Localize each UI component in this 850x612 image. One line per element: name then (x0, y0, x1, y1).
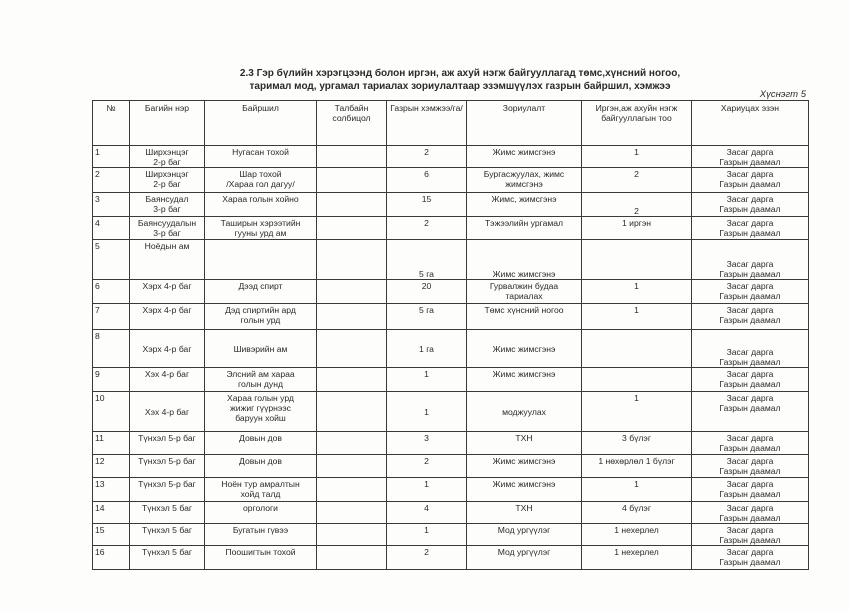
cell-coordinates (317, 478, 387, 502)
cell-purpose (467, 432, 582, 455)
cell-coordinates (317, 193, 387, 217)
cell-entity-count (582, 432, 692, 455)
cell-line: 3-р баг (153, 228, 181, 238)
cell-line: 1 иргэн (621, 218, 651, 228)
cell-number (93, 240, 130, 280)
cell-location (205, 217, 317, 240)
cell-bag-name (130, 368, 205, 392)
cell-area (387, 193, 467, 217)
cell-line: 2 (95, 169, 100, 179)
cell-area (387, 146, 467, 168)
cell-coordinates (317, 304, 387, 330)
cell-area (387, 240, 467, 280)
cell-line: 3 бүлэг (622, 433, 651, 443)
cell-purpose (467, 455, 582, 478)
cell-line: гууны урд ам (234, 228, 287, 238)
cell-location (205, 502, 317, 524)
cell-line: Мод ургүүлэг (497, 547, 551, 557)
col-responsible-header: Хариуцах эзэн (692, 101, 809, 146)
cell-line: Газрын даамал (719, 269, 781, 279)
cell-line: оргологи (243, 503, 278, 513)
cell-line: 2 (634, 169, 639, 179)
cell-line: Хэрх 4-р баг (142, 281, 192, 291)
cell-location (205, 455, 317, 478)
cell-line: Төмс хүнсний ногоо (484, 305, 564, 315)
cell-line: Дэд спиртийн ард (225, 305, 296, 315)
cell-line: жимсгэнэ (505, 179, 543, 189)
cell-line: Хэрх 4-р баг (142, 305, 192, 315)
cell-entity-count (582, 478, 692, 502)
cell-line: Засаг дарга (726, 503, 774, 513)
cell-line: 2 (424, 147, 429, 157)
cell-line: 1 (424, 479, 429, 489)
cell-location (205, 280, 317, 304)
cell-area (387, 524, 467, 546)
cell-purpose (467, 392, 582, 432)
cell-line: 1 нехерлел (614, 547, 659, 557)
cell-line: 1 (634, 305, 639, 315)
cell-line: 3 (424, 433, 429, 443)
cell-coordinates (317, 280, 387, 304)
table-row (93, 280, 809, 304)
cell-number (93, 478, 130, 502)
cell-line: ТХН (515, 433, 533, 443)
cell-line: 15 (95, 525, 105, 535)
cell-line: Газрын даамал (719, 179, 781, 189)
cell-location (205, 168, 317, 193)
cell-bag-name (130, 146, 205, 168)
cell-line: /Хараа гол дагуу/ (226, 179, 295, 189)
cell-coordinates (317, 432, 387, 455)
document-title (200, 68, 720, 93)
cell-responsible (692, 392, 809, 432)
cell-responsible (692, 280, 809, 304)
cell-line: 11 (95, 433, 104, 443)
table-header-row (93, 101, 809, 146)
cell-entity-count (582, 455, 692, 478)
cell-bag-name (130, 432, 205, 455)
cell-line: Шивэрийн ам (233, 344, 288, 354)
cell-location (205, 330, 317, 368)
table-row (93, 432, 809, 455)
cell-bag-name (130, 193, 205, 217)
cell-entity-count (582, 368, 692, 392)
cell-line: Түнхэл 5 баг (142, 525, 192, 535)
cell-area (387, 368, 467, 392)
cell-line: Хараа голын хойно (222, 194, 299, 204)
cell-line: 2 (634, 206, 639, 216)
cell-line: 4 бүлэг (622, 503, 651, 513)
cell-line: Газрын даамал (719, 513, 781, 523)
cell-location (205, 368, 317, 392)
cell-number (93, 524, 130, 546)
cell-line: 16 (95, 547, 105, 557)
cell-line: Газрын даамал (719, 403, 781, 413)
cell-purpose (467, 146, 582, 168)
cell-location (205, 478, 317, 502)
cell-number (93, 502, 130, 524)
cell-area (387, 392, 467, 432)
cell-area (387, 217, 467, 240)
cell-line: Газрын даамал (719, 157, 781, 167)
cell-line: Газрын даамал (719, 315, 781, 325)
cell-line: Засаг дарга (726, 525, 774, 535)
cell-bag-name (130, 168, 205, 193)
cell-responsible (692, 524, 809, 546)
cell-number (93, 368, 130, 392)
cell-line: Жимс жимсгэнэ (492, 269, 556, 279)
cell-responsible (692, 455, 809, 478)
cell-line: Түнхэл 5 баг (142, 503, 192, 513)
cell-line: Ноён тур амралтын (221, 479, 300, 489)
cell-line: Мод ургүүлэг (497, 525, 551, 535)
cell-line: 2 (424, 547, 429, 557)
cell-line: Таширын хэрээтийн (220, 218, 301, 228)
cell-coordinates (317, 524, 387, 546)
cell-coordinates (317, 217, 387, 240)
cell-area (387, 502, 467, 524)
cell-number (93, 280, 130, 304)
cell-line: Хэрх 4-р баг (142, 344, 192, 354)
cell-line: Засаг дарга (726, 281, 774, 291)
cell-line: Гурвалжин будаа (489, 281, 559, 291)
cell-coordinates (317, 546, 387, 570)
cell-line: 7 (95, 305, 100, 315)
cell-line: 2-р баг (153, 179, 181, 189)
cell-responsible (692, 217, 809, 240)
cell-line: жижиг гүүрнээс (230, 403, 291, 413)
cell-line: Газрын даамал (719, 557, 781, 567)
cell-line: хойд талд (240, 489, 281, 499)
cell-location (205, 304, 317, 330)
cell-area (387, 546, 467, 570)
cell-line: Ноёдын ам (144, 241, 190, 251)
cell-line: 1 (634, 147, 639, 157)
cell-line: 2 (424, 218, 429, 228)
cell-responsible (692, 432, 809, 455)
cell-number (93, 304, 130, 330)
title-line-2: таримал мод, ургамал тариалах зориулалтаар эзэмшүүлэх газрын байршил, хэмжээ (249, 80, 671, 92)
cell-bag-name (130, 217, 205, 240)
table-row (93, 502, 809, 524)
cell-line: Засаг дарга (726, 305, 774, 315)
cell-responsible (692, 168, 809, 193)
cell-line: Газрын даамал (719, 357, 781, 367)
col-location-header: Байршил (205, 101, 317, 146)
cell-line: Засаг дарга (726, 347, 774, 357)
cell-line: 9 (95, 369, 100, 379)
cell-bag-name (130, 280, 205, 304)
cell-entity-count (582, 546, 692, 570)
cell-line: Засаг дарга (726, 194, 774, 204)
cell-line: 20 (421, 281, 432, 291)
cell-line: Засаг дарга (726, 433, 774, 443)
cell-line: Жимс жимсгэнэ (492, 479, 556, 489)
cell-line: 1 (424, 369, 429, 379)
cell-line: 10 (95, 393, 105, 403)
cell-line: Засаг дарга (726, 259, 774, 269)
cell-bag-name (130, 455, 205, 478)
cell-coordinates (317, 168, 387, 193)
cell-line: Довын дов (239, 433, 282, 443)
cell-line: Газрын даамал (719, 228, 781, 238)
cell-location (205, 240, 317, 280)
cell-line: 2-р баг (153, 157, 181, 167)
cell-line: моджуулах (502, 407, 546, 417)
cell-line: Засаг дарга (726, 479, 774, 489)
cell-line: 1 (424, 525, 429, 535)
cell-coordinates (317, 455, 387, 478)
cell-coordinates (317, 146, 387, 168)
cell-entity-count (582, 392, 692, 432)
cell-line: Засаг дарга (726, 218, 774, 228)
cell-line: Ширхэнцэг (145, 169, 189, 179)
table-row (93, 146, 809, 168)
table-row (93, 546, 809, 570)
cell-coordinates (317, 368, 387, 392)
cell-purpose (467, 217, 582, 240)
cell-area (387, 280, 467, 304)
cell-line: Хэх 4-р баг (144, 369, 190, 379)
cell-location (205, 392, 317, 432)
cell-purpose (467, 168, 582, 193)
table-row (93, 217, 809, 240)
cell-line: 15 (421, 194, 432, 204)
cell-line: 1 (634, 479, 639, 489)
cell-responsible (692, 502, 809, 524)
table-row (93, 168, 809, 193)
cell-bag-name (130, 546, 205, 570)
cell-line: Шар тохой (239, 169, 282, 179)
cell-line: Түнхэл 5-р баг (138, 433, 196, 443)
cell-line: 5 (95, 241, 100, 251)
cell-coordinates (317, 502, 387, 524)
cell-entity-count (582, 304, 692, 330)
cell-entity-count (582, 146, 692, 168)
cell-line: Засаг дарга (726, 369, 774, 379)
cell-purpose (467, 304, 582, 330)
cell-area (387, 304, 467, 330)
cell-line: Дээд спирт (238, 281, 283, 291)
cell-location (205, 546, 317, 570)
cell-line: Жимс жимсгэнэ (492, 369, 556, 379)
cell-line: 4 (424, 503, 429, 513)
cell-bag-name (130, 330, 205, 368)
cell-line: 1 (634, 393, 639, 403)
cell-line: 5 га (419, 305, 434, 315)
cell-entity-count (582, 193, 692, 217)
cell-entity-count (582, 280, 692, 304)
cell-location (205, 193, 317, 217)
cell-line: Засаг дарга (726, 393, 774, 403)
cell-line: 1 (634, 281, 639, 291)
cell-line: 2 (424, 456, 429, 466)
table-row (93, 392, 809, 432)
table-row (93, 524, 809, 546)
cell-responsible (692, 330, 809, 368)
col-area-header: Газрын хэмжээ/га/ (387, 101, 467, 146)
cell-entity-count (582, 217, 692, 240)
cell-responsible (692, 193, 809, 217)
cell-line: Баянсудал (145, 194, 189, 204)
cell-bag-name (130, 240, 205, 280)
table-row (93, 368, 809, 392)
cell-line: голын урд (240, 315, 281, 325)
cell-line: Жимс жимсгэнэ (492, 147, 556, 157)
col-entity-count-header: Иргэн,аж ахуйн нэгж байгууллагын тоо (582, 101, 692, 146)
col-coordinates-header: Талбайн солбицол (317, 101, 387, 146)
cell-bag-name (130, 524, 205, 546)
cell-line: Газрын даамал (719, 535, 781, 545)
cell-line: Ширхэнцэг (145, 147, 189, 157)
cell-coordinates (317, 240, 387, 280)
land-allocation-table (92, 100, 809, 570)
cell-line: Газрын даамал (719, 204, 781, 214)
cell-number (93, 330, 130, 368)
cell-line: Поошигтын тохой (225, 547, 296, 557)
cell-line: Газрын даамал (719, 489, 781, 499)
cell-line: Бугатын гүвээ (232, 525, 289, 535)
cell-line: 5 га (419, 269, 434, 279)
cell-line: Газрын даамал (719, 443, 781, 453)
cell-line: 4 (95, 218, 100, 228)
cell-bag-name (130, 304, 205, 330)
cell-line: Баянсуудалын (137, 218, 197, 228)
cell-line: 1 га (419, 344, 434, 354)
cell-line: 6 (95, 281, 100, 291)
cell-area (387, 478, 467, 502)
cell-line: Хараа голын урд (227, 393, 294, 403)
cell-line: Хэх 4-р баг (144, 407, 190, 417)
cell-line: Нугасан тохой (232, 147, 289, 157)
cell-responsible (692, 240, 809, 280)
cell-purpose (467, 280, 582, 304)
cell-coordinates (317, 392, 387, 432)
cell-line: Засаг дарга (726, 169, 774, 179)
cell-entity-count (582, 330, 692, 368)
title-line-1: 2.3 Гэр бүлийн хэрэгцээнд болон иргэн, аж ахуй нэгж байгууллагад төмс,хүнсний ногоо, (239, 68, 681, 79)
table-row (93, 455, 809, 478)
cell-location (205, 146, 317, 168)
cell-purpose (467, 368, 582, 392)
cell-number (93, 193, 130, 217)
cell-line: Газрын даамал (719, 379, 781, 389)
cell-number (93, 168, 130, 193)
cell-location (205, 524, 317, 546)
cell-line: Бургасжуулах, жимс (483, 169, 565, 179)
cell-line: Тэжээлийн ургамал (484, 218, 564, 228)
cell-area (387, 455, 467, 478)
cell-line: Газрын даамал (719, 466, 781, 476)
cell-line: 12 (95, 456, 105, 466)
cell-line: 13 (95, 479, 105, 489)
cell-line: Засаг дарга (726, 147, 774, 157)
cell-location (205, 432, 317, 455)
cell-line: 14 (95, 503, 105, 513)
cell-entity-count (582, 524, 692, 546)
cell-line: Түнхэл 5-р баг (138, 456, 196, 466)
cell-line: 6 (424, 169, 429, 179)
cell-purpose (467, 330, 582, 368)
cell-line: Довын дов (239, 456, 282, 466)
table-row (93, 330, 809, 368)
table-row (93, 193, 809, 217)
cell-line: тариалах (505, 291, 543, 301)
cell-line: Газрын даамал (719, 291, 781, 301)
cell-number (93, 146, 130, 168)
cell-entity-count (582, 502, 692, 524)
table-row (93, 478, 809, 502)
cell-purpose (467, 240, 582, 280)
cell-line: Жимс, жимсгэнэ (491, 194, 557, 204)
cell-line: Засаг дарга (726, 547, 774, 557)
cell-line: Засаг дарга (726, 456, 774, 466)
cell-responsible (692, 368, 809, 392)
cell-bag-name (130, 502, 205, 524)
cell-entity-count (582, 240, 692, 280)
cell-number (93, 455, 130, 478)
cell-line: 1 нехерлел (614, 525, 659, 535)
cell-area (387, 432, 467, 455)
cell-area (387, 330, 467, 368)
cell-bag-name (130, 478, 205, 502)
col-bag-name-header: Багийн нэр (130, 101, 205, 146)
cell-line: Түнхэл 5 баг (142, 547, 192, 557)
cell-number (93, 432, 130, 455)
cell-bag-name (130, 392, 205, 432)
cell-number (93, 546, 130, 570)
cell-purpose (467, 524, 582, 546)
cell-purpose (467, 478, 582, 502)
cell-line: голын дунд (238, 379, 283, 389)
cell-coordinates (317, 330, 387, 368)
cell-line: 3 (95, 194, 100, 204)
table-row (93, 240, 809, 280)
cell-line: Жимс жимсгэнэ (492, 456, 556, 466)
cell-responsible (692, 478, 809, 502)
cell-responsible (692, 304, 809, 330)
table-number: Хүснэгт 5 (759, 89, 806, 100)
cell-line: 8 (95, 331, 100, 341)
cell-responsible (692, 546, 809, 570)
col-purpose-header: Зориулалт (467, 101, 582, 146)
cell-number (93, 217, 130, 240)
cell-line: 1 (424, 407, 429, 417)
cell-purpose (467, 502, 582, 524)
cell-area (387, 168, 467, 193)
cell-line: баруун хойш (235, 413, 286, 423)
cell-entity-count (582, 168, 692, 193)
cell-line: Элсний ам хараа (226, 369, 295, 379)
cell-purpose (467, 546, 582, 570)
col-number-header: № (93, 101, 130, 146)
cell-number (93, 392, 130, 432)
cell-line: 3-р баг (153, 204, 181, 214)
cell-line: Жимс жимсгэнэ (492, 344, 556, 354)
table-row (93, 304, 809, 330)
cell-line: Түнхэл 5-р баг (138, 479, 196, 489)
cell-responsible (692, 146, 809, 168)
cell-purpose (467, 193, 582, 217)
cell-line: 1 нөхөрлөл 1 бүлэг (598, 456, 675, 466)
cell-line: ТХН (515, 503, 533, 513)
cell-line: 1 (95, 147, 100, 157)
